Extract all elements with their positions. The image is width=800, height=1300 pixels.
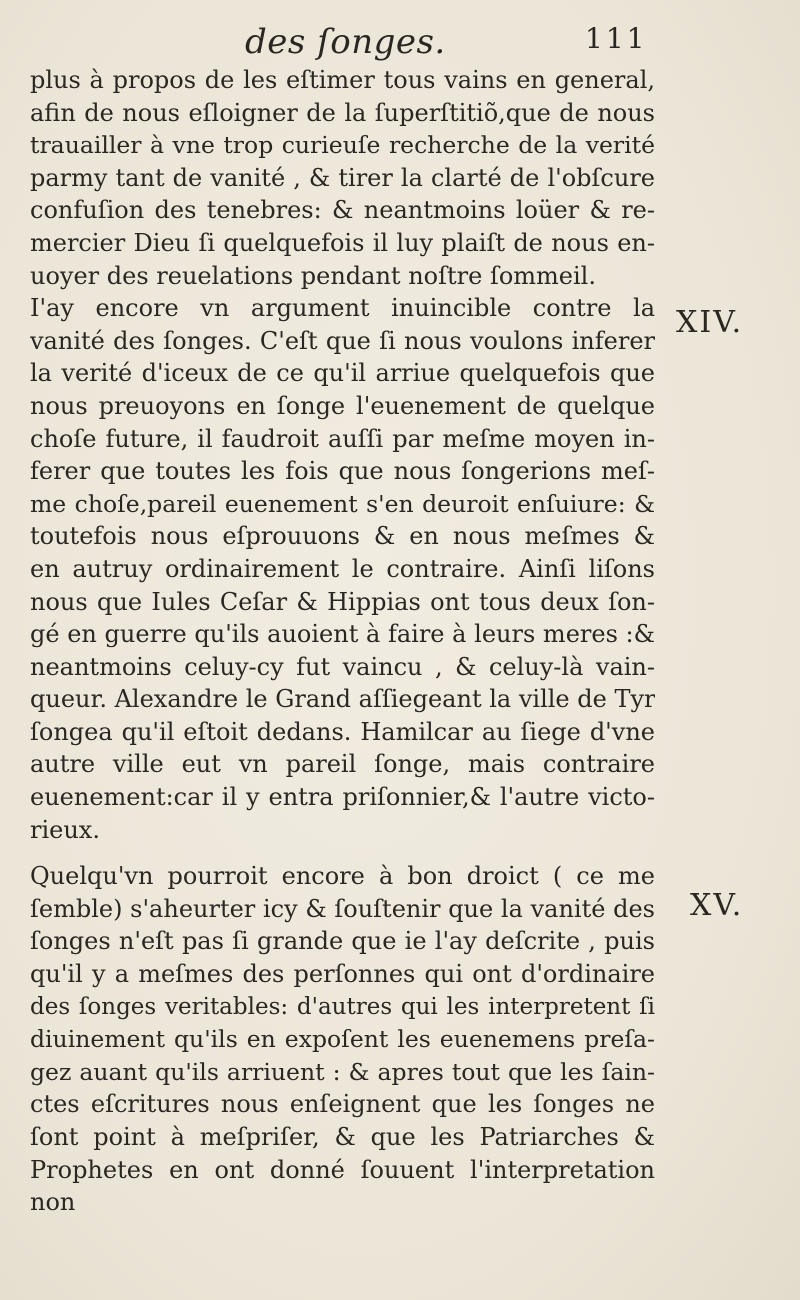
text-line: en autruy ordinairement le contraire. Ainſi liſons (30, 554, 655, 583)
text-line: toutefois nous eſprouuons & en nous meſmes & (30, 522, 655, 551)
margin-note-xiv: XIV. (676, 305, 744, 340)
text-line: I'ay encore vn argument inuincible contre la (30, 294, 655, 323)
text-line: autre ville eut vn pareil ſonge, mais contraire (30, 750, 655, 779)
text-line: des ſonges veritables: d'autres qui les interpretent ſi (30, 993, 655, 1020)
text-line: qu'il y a meſmes des perſonnes qui ont d'ordinaire (30, 960, 655, 989)
text-line: ferer que toutes les fois que nous ſongerions meſ- (30, 457, 655, 486)
text-line: la verité d'iceux de ce qu'il arriue quelquefois que (30, 359, 655, 388)
text-line: ſongea qu'il eſtoit dedans. Hamilcar au ſiege d'vne (30, 717, 655, 746)
text-line: gez auant qu'ils arriuent : & apres tout que les ſain- (30, 1057, 655, 1086)
text-line: uoyer des reuelations pendant noſtre ſommeil. (30, 261, 596, 290)
text-line: mercier Dieu ſi quelquefois il luy plaiſt de nous en- (30, 228, 655, 257)
text-line: ſont point à meſpriſer, & que les Patriarches & (30, 1123, 655, 1151)
text-line: ctes eſcritures nous enſeignent que les ſonges ne (30, 1090, 655, 1119)
text-line: nous preuoyons en ſonge l'euenement de quelque (30, 391, 655, 420)
paragraph-gap (30, 846, 655, 860)
text-line: gé en guerre qu'ils auoient à faire à leurs meres :& (30, 620, 655, 649)
text-line: neantmoins celuy-cy fut vaincu , & celuy-là vain- (30, 652, 655, 681)
text-line: choſe future, il faudroit auſſi par meſme moyen in- (30, 424, 655, 453)
text-line: ſemble) s'aheurter icy & ſouſtenir que la vanité des (30, 894, 655, 923)
text-line: confuſion des tenebres: & neantmoins loüer & re- (30, 196, 655, 225)
text-line: Prophetes en ont donné ſouuent l'interpretation (30, 1155, 655, 1184)
text-line: afin de nous eſloigner de la ſuperſtitiõ,que de nous (30, 98, 655, 127)
text-line: trauailler à vne trop curieuſe recherche de la verité (30, 131, 655, 160)
text-line: Quelqu'vn pourroit encore à bon droict ( ce me (30, 862, 655, 891)
text-line: diuinement qu'ils en expoſent les euenemens preſa- (30, 1025, 655, 1054)
text-line: nous que Iules Ceſar & Hippias ont tous deux ſon- (30, 587, 655, 616)
running-head (0, 18, 800, 64)
body-text (30, 64, 655, 1219)
text-line: rieux. (30, 815, 100, 844)
text-line: ſonges n'eſt pas ſi grande que ie l'ay deſcrite , puis (30, 927, 655, 956)
text-line: queur. Alexandre le Grand aſſiegeant la ville de Tyr (30, 685, 655, 714)
text-line: plus à propos de les eſtimer tous vains en general, (30, 66, 655, 94)
text-line: vanité des ſonges. C'eſt que ſi nous voulons inferer (30, 326, 655, 355)
text-line: me choſe,pareil euenement s'en deuroit enſuiure: & (30, 489, 655, 518)
running-title: des ſonges. (245, 22, 446, 62)
margin-note-xv: XV. (690, 888, 744, 923)
text-line: euenement:car il y entra priſonnier,& l'autre victo- (30, 783, 655, 812)
text-line: parmy tant de vanité , & tirer la clarté de l'obſcure (30, 163, 655, 192)
text-line: non (30, 1188, 76, 1217)
page-number: 111 (585, 22, 648, 55)
